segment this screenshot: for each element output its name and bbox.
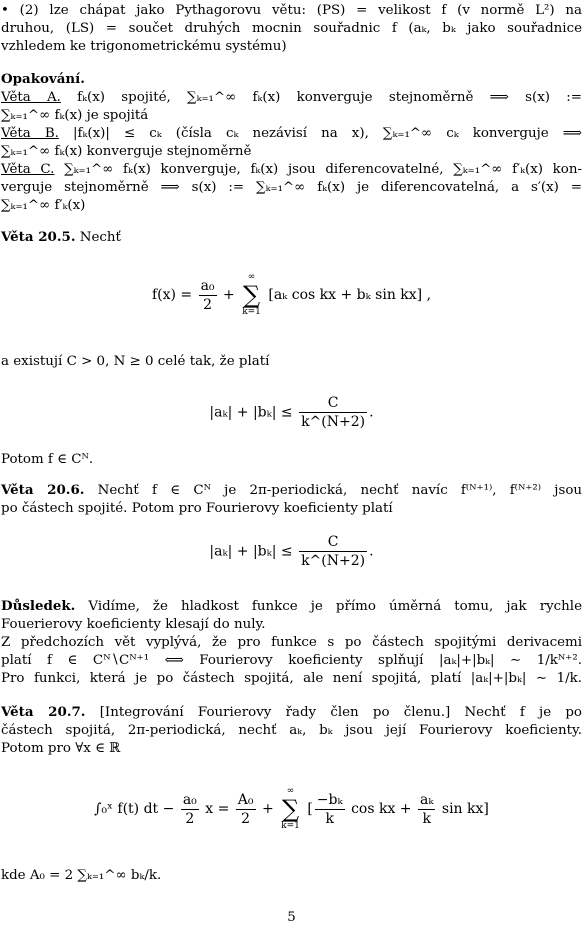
theorem-b-label: Věta B. [1, 126, 59, 141]
fraction-numerator: A₀ [237, 791, 254, 808]
fraction-denominator: k^(N+2) [301, 553, 366, 569]
corollary-line-5: Pro funkci, která je po částech spojitá, ale není spojitá, platí |aₖ|+|bₖ| ∼ 1/k. [1, 671, 582, 686]
theorem-20-6-line-1 [1, 482, 582, 500]
equation-coefficient-bound [0, 394, 583, 431]
fraction-denominator: 2 [185, 810, 195, 827]
fraction-c-over-k [299, 394, 367, 431]
fraction-denominator: k [422, 810, 431, 827]
eq-plus: + [223, 287, 235, 303]
theorem-20-5-condition: a existují C > 0, N ≥ 0 celé tak, že platí [1, 354, 270, 369]
equation-coefficient-bound-2 [0, 533, 583, 570]
fraction-denominator: k^(N+2) [301, 414, 366, 430]
eq-end: . [369, 404, 374, 421]
theorem-20-7-title: Věta 20.7. [1, 704, 86, 720]
theorem-c-line-1 [1, 161, 582, 179]
eq-sin-term: sin kx] [441, 801, 489, 817]
fraction-numerator: −bₖ [316, 791, 343, 808]
fraction-a0-over-2 [181, 791, 199, 828]
fraction-numerator: aₖ [419, 791, 434, 808]
theorem-20-7-where: kde A₀ = 2 ∑ₖ₌₁^∞ bₖ/k. [1, 868, 162, 883]
theorem-20-6-text: Nechť f ∈ Cᴺ je 2π-periodická, nechť navíc f⁽ᴺ⁺¹⁾, f⁽ᴺ⁺²⁾ jsou [84, 483, 583, 498]
theorem-c-line-2: verguje stejnoměrně ⟹ s(x) := ∑ₖ₌₁^∞ fₖ(x) je diferencovatelná, a s′(x) = [1, 180, 582, 195]
eq-plus: + [261, 801, 274, 817]
fraction-numerator: a₀ [200, 277, 215, 294]
eq-lhs: f(x) = [151, 287, 193, 303]
fraction-c-over-k [299, 533, 367, 570]
theorem-20-6-title: Věta 20.6. [1, 482, 85, 498]
corollary-title: Důsledek. [1, 598, 76, 614]
intro-line-2: druhou, (LS) = součet druhých mocnin souřadnic f (aₖ, bₖ jako souřadnice [1, 21, 582, 36]
theorem-a-line-1 [1, 89, 582, 107]
theorem-c-text: ∑ₖ₌₁^∞ fₖ(x) konverguje, fₖ(x) jsou diferencovatelné, ∑ₖ₌₁^∞ f′ₖ(x) kon- [54, 162, 582, 177]
summation [242, 272, 261, 318]
theorem-20-5-title: Věta 20.5. [1, 229, 76, 245]
theorem-20-7-text: [Integrování Fourierovy řady člen po členu.] Nechť f je po [85, 705, 582, 720]
eq-cos-term: cos kx + [351, 801, 412, 817]
fraction-a0-over-2 [199, 277, 217, 314]
corollary-line-1 [1, 598, 582, 616]
sum-lower: k=1 [242, 307, 261, 317]
fraction-numerator: C [299, 394, 367, 413]
summation [281, 786, 300, 832]
fraction-ak-over-k [418, 791, 435, 828]
eq-bracket-open: [ [307, 801, 313, 817]
corollary-line-4: platí f ∈ Cᴺ∖Cᴺ⁺¹ ⟺ Fourierovy koeficienty splňují |aₖ|+|bₖ| ∼ 1/kᴺ⁺². [1, 653, 582, 668]
fraction-denominator: 2 [241, 810, 251, 827]
fraction-numerator: a₀ [182, 791, 197, 808]
theorem-20-5-intro: Nechť [75, 230, 121, 245]
fraction-A0-over-2 [236, 791, 256, 828]
theorem-20-7-line-2: částech spojitá, 2π-periodická, nechť aₖ, bₖ jsou její Fourierovy koeficienty. [1, 723, 582, 738]
theorem-20-5-conclusion: Potom f ∈ Cᴺ. [1, 452, 94, 467]
theorem-20-7-line-1 [1, 704, 582, 722]
sum-lower: k=1 [281, 821, 300, 831]
sum-symbol: ∑ [281, 795, 300, 823]
equation-integration [0, 786, 583, 832]
intro-line-1: • (2) lze chápat jako Pythagorovu větu: (PS) = velikost f (v normě L²) na [1, 3, 582, 18]
review-heading: Opakování. [1, 71, 85, 87]
theorem-a-label: Věta A. [1, 90, 61, 105]
theorem-c-line-3: ∑ₖ₌₁^∞ f′ₖ(x) [1, 198, 86, 213]
eq-end: . [369, 543, 374, 560]
intro-line-3: vzhledem ke trigonometrickému systému) [1, 39, 287, 54]
theorem-20-5-header [1, 229, 582, 247]
sum-symbol: ∑ [242, 281, 261, 309]
theorem-a-line-2: ∑ₖ₌₁^∞ fₖ(x) je spojitá [1, 108, 149, 123]
equation-fourier-series [0, 272, 583, 318]
theorem-b-line-2: ∑ₖ₌₁^∞ fₖ(x) konverguje stejnoměrně [1, 144, 252, 159]
theorem-a-text: fₖ(x) spojité, ∑ₖ₌₁^∞ fₖ(x) konverguje stejnoměrně ⟹ s(x) := [60, 90, 582, 105]
fraction-denominator: 2 [203, 296, 213, 313]
theorem-20-6-line-2: po částech spojité. Potom pro Fourierovy koeficienty platí [1, 501, 393, 516]
fraction-minus-bk-over-k [315, 791, 345, 828]
corollary-line-3: Z předchozích vět vyplývá, že pro funkce s po částech spojitými derivacemi [1, 635, 582, 650]
corollary-line-2: Fouerierovy koeficienty klesají do nuly. [1, 617, 266, 632]
theorem-b-text: |fₖ(x)| ≤ cₖ (čísla cₖ nezávisí na x), ∑ₖ₌₁^∞ cₖ konverguje ⟹ [58, 126, 582, 141]
theorem-20-7-line-3: Potom pro ∀x ∈ ℝ [1, 741, 121, 756]
corollary-text: Vidíme, že hladkost funkce je přímo úměrná tomu, jak rychle [75, 599, 582, 614]
eq-rhs: [aₖ cos kx + bₖ sin kx] , [268, 287, 432, 303]
theorem-b-line-1 [1, 125, 582, 143]
fraction-numerator: C [299, 533, 367, 552]
eq-x-equals: x = [205, 801, 230, 817]
theorem-c-label: Věta C. [1, 162, 55, 177]
sum-upper: ∞ [247, 272, 256, 282]
eq-bound-lhs: |aₖ| + |bₖ| ≤ [209, 543, 293, 560]
fraction-denominator: k [325, 810, 334, 827]
sum-upper: ∞ [286, 786, 295, 796]
eq-bound-lhs: |aₖ| + |bₖ| ≤ [209, 404, 293, 421]
page-number: 5 [287, 910, 296, 925]
eq-integral: ∫₀ˣ f(t) dt − [94, 801, 175, 817]
